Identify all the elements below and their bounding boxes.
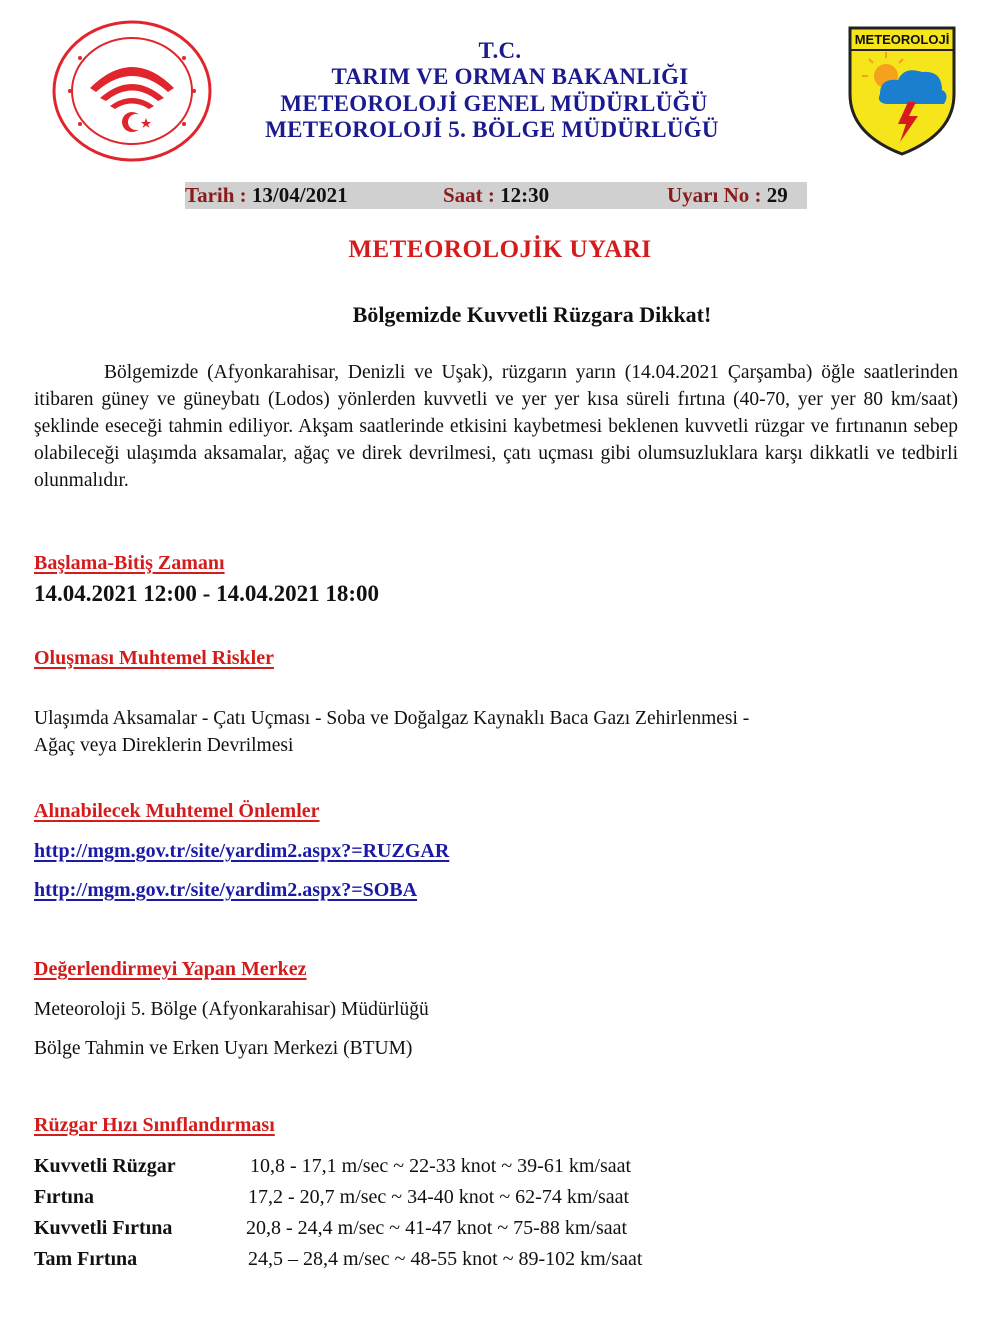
time-field: [443, 182, 549, 209]
warning-body: Bölgemizde (Afyonkarahisar, Denizli ve Uşak), rüzgarın yarın (14.04.2021 Çarşamba) öğle saatlerinden itibaren güney ve güneybatı (Lodos) yönlerden kuvvetli ve yer yer kısa süreli fırtına (40-70, yer yer 80 km/saat) şeklinde eseceği tahmin ediliyor. Akşam saatlerinde etkisini kaybetmesi beklenen kuvvetli rüzgar ve fırtınanın sebep olabileceği ulaşımda aksamalar, ağaç ve direk devrilmesi, çatı uçması gibi olumsuzluklara karşı dikkatli ve tedbirli olunmalıdır.: [34, 362, 958, 491]
wind-class-row: [34, 1248, 934, 1276]
header-tc: T.C.: [478, 38, 522, 63]
center-line-2: Bölge Tahmin ve Erken Uyarı Merkezi (BTUM): [34, 1038, 413, 1059]
time-value: 12:30: [500, 183, 550, 207]
document-subtitle: Bölgemizde Kuvvetli Rüzgara Dikkat!: [352, 302, 712, 327]
wind-heading: Rüzgar Hızı Sınıflandırması: [34, 1114, 275, 1136]
center-heading: Değerlendirmeyi Yapan Merkez: [34, 958, 307, 980]
header-ministry: TARIM VE ORMAN BAKANLIĞI: [331, 64, 689, 89]
time-heading: Başlama-Bitiş Zamanı: [34, 552, 225, 574]
wind-class-name: Kuvvetli Rüzgar: [34, 1155, 176, 1177]
date-field: [185, 182, 348, 209]
wind-class-row: [34, 1155, 934, 1183]
date-label: Tarih :: [185, 183, 247, 207]
warning-no-label: Uyarı No :: [667, 183, 762, 207]
risks-line-1: Ulaşımda Aksamalar - Çatı Uçması - Soba ve Doğalgaz Kaynaklı Baca Gazı Zehirlenmesi -: [34, 708, 750, 729]
wind-class-row: [34, 1186, 934, 1214]
header-region: METEOROLOJİ 5. BÖLGE MÜDÜRLÜĞÜ: [265, 117, 719, 142]
wind-class-range: 20,8 - 24,4 m/sec ~ 41-47 knot ~ 75-88 km/saat: [246, 1217, 628, 1239]
document-title: METEOROLOJİK UYARI: [348, 236, 652, 263]
link-stove-help[interactable]: http://mgm.gov.tr/site/yardim2.aspx?=SOBA: [34, 879, 418, 901]
wind-class-range: 24,5 – 28,4 m/sec ~ 48-55 knot ~ 89-102 km/saat: [248, 1248, 643, 1270]
time-label: Saat :: [443, 183, 495, 207]
risks-line-2: Ağaç veya Direklerin Devrilmesi: [34, 735, 294, 756]
center-line-1: Meteoroloji 5. Bölge (Afyonkarahisar) Müdürlüğü: [34, 999, 429, 1020]
measures-heading: Alınabilecek Muhtemel Önlemler: [34, 800, 320, 822]
date-value: 13/04/2021: [251, 183, 348, 207]
wind-class-name: Fırtına: [34, 1186, 94, 1208]
link-wind-help[interactable]: http://mgm.gov.tr/site/yardim2.aspx?=RUZGAR: [34, 840, 450, 862]
svg-text:METEOROLOJİ: METEOROLOJİ: [854, 32, 950, 47]
warning-no-value: 29: [766, 183, 788, 207]
header-directorate: METEOROLOJİ GENEL MÜDÜRLÜĞÜ: [280, 91, 708, 116]
wind-class-name: Tam Fırtına: [34, 1248, 138, 1270]
risks-heading: Oluşması Muhtemel Riskler: [34, 647, 274, 669]
time-range: 14.04.2021 12:00 - 14.04.2021 18:00: [34, 581, 379, 606]
meta-bar: [185, 182, 807, 209]
wind-class-range: 10,8 - 17,1 m/sec ~ 22-33 knot ~ 39-61 km/saat: [250, 1155, 632, 1177]
warning-no-field: [667, 182, 788, 209]
wind-class-name: Kuvvetli Fırtına: [34, 1217, 173, 1239]
wind-class-range: 17,2 - 20,7 m/sec ~ 34-40 knot ~ 62-74 km/saat: [248, 1186, 630, 1208]
wind-class-row: [34, 1217, 934, 1245]
